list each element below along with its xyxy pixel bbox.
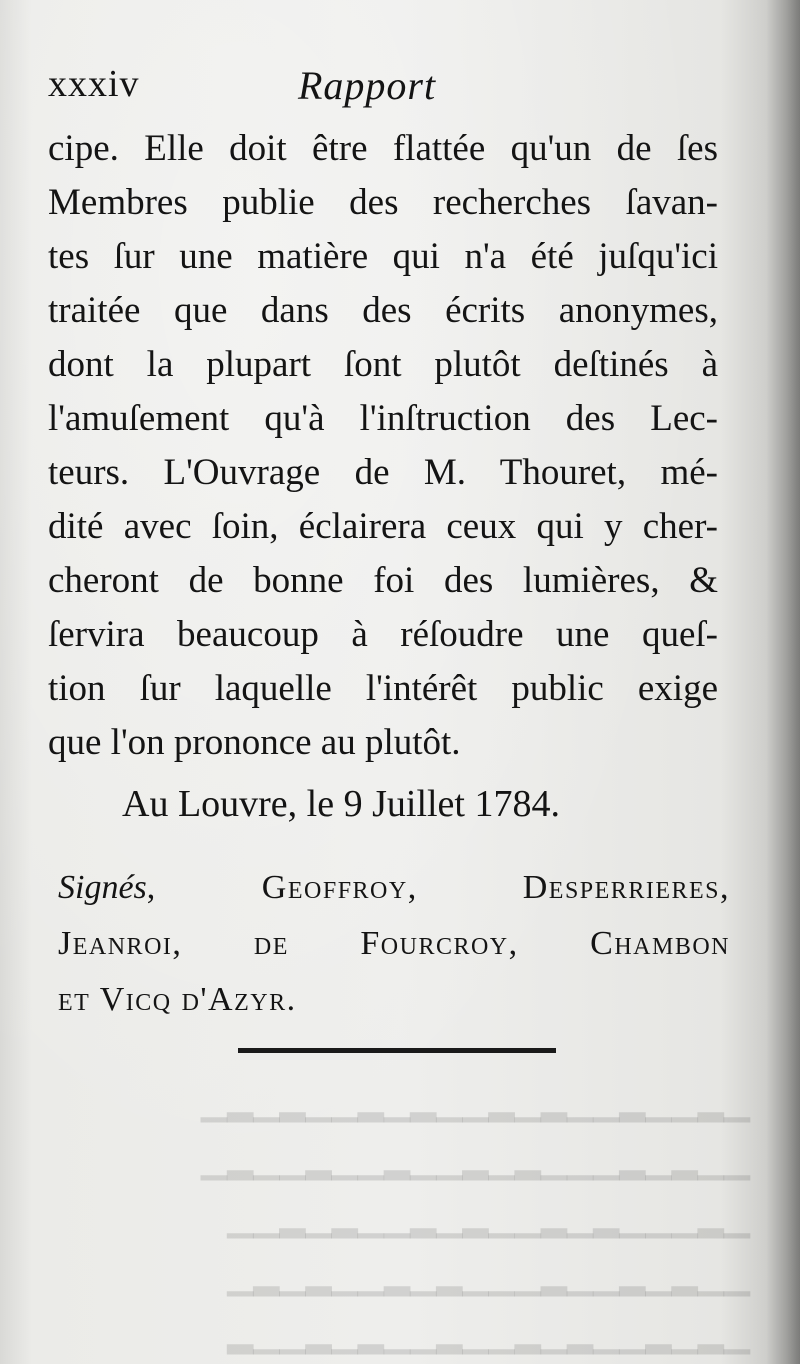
text-line: cheront de bonne foi des lumières, & [48, 560, 718, 601]
signature-line [58, 860, 730, 916]
text-line: Membres publie des recherches ſavan- [48, 182, 718, 223]
page-header [48, 62, 708, 112]
text-line: ſervira beaucoup à réſoudre une queſ- [48, 614, 718, 655]
signature-names: , Geoffroy, Desperrieres, [146, 869, 730, 906]
signature-line: et Vicq d'Azyr. [58, 981, 297, 1018]
text-line: l'amuſement qu'à l'inſtruction des Lec- [48, 398, 718, 439]
closing-rule [238, 1048, 556, 1053]
signatures-block [58, 860, 730, 1028]
text-line: dité avec ſoin, éclairera ceux qui y cher- [48, 506, 718, 547]
text-line: tion ſur laquelle l'intérêt public exige [48, 668, 718, 709]
text-line: tes ſur une matière qui n'a été juſqu'ici [48, 236, 718, 277]
body-paragraph [48, 122, 718, 770]
page-edge-shadow [766, 0, 800, 1364]
running-head: Rapport [298, 63, 437, 108]
signes-label: Signés [58, 869, 147, 906]
text-line: cipe. Elle doit être flattée qu'un de ſes [48, 128, 718, 169]
text-line: que l'on prononce au plutôt. [48, 722, 461, 763]
dateline: Au Louvre, le 9 Juillet 1784. [122, 783, 560, 825]
text-line: dont la plupart ſont plutôt deſtinés à [48, 344, 718, 385]
page-number: xxxiv [48, 63, 140, 105]
bleed-through-texture: ▁▂▁▁▂▁▁▂▁▂▁▁▂▁▂▁▁▂▁▂▁ ▁▁▂▁▂▁▁▁▂▁▂▁▁▂▁▁▂▁▁▂▁ ▁▂▁▁▁▂▁▂▁▁▂▁▂▁▁▂▁▂▁▁ ▁▁▂▁▂▁▁▂▁▁▁▂▁▂▁▁▂▁▂▁ ▁▂▁▂▁▁▂▁▂▁▁▂▁▁▂▁▂▁▁▂ [200, 1085, 750, 1354]
text-line: traitée que dans des écrits anonymes, [48, 290, 718, 331]
text-line: teurs. L'Ouvrage de M. Thouret, mé- [48, 452, 718, 493]
signature-line: Jeanroi, de Fourcroy, Chambon [58, 925, 730, 962]
